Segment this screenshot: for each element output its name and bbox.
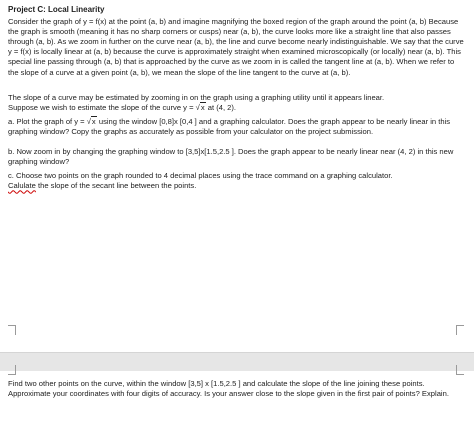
page-break-gap [0, 352, 474, 372]
estimate-line-1: The slope of a curve may be estimated by zooming in on the graph using a graphing utility until it appears linear. [8, 92, 385, 102]
sqrt-expression [196, 103, 206, 113]
radicand: x [200, 102, 205, 112]
part-c-line-2: the slope of the secant line between the points. [38, 181, 197, 191]
part-c-paragraph [8, 171, 466, 191]
part-a-end: using the window [0,8]x [0,4 ] and a graphing calculator. Does the graph appear to be nearly linear in this graphing window? Copy the graphs as accurately as possible from your calculator on the project submission. [8, 116, 451, 136]
page-margin-marker-top-left [8, 325, 16, 335]
document-page-2 [0, 371, 474, 430]
page-2-paragraph: Find two other points on the curve, within the window [3,5] x [1.5,2.5 ] and calculate the slope of the line joining these points. Approximate your coordinates with four digits of accuracy. Is your answer close to the slope given in the first pair of points? Explain. [8, 379, 449, 399]
page-margin-marker-bottom-right [456, 365, 464, 375]
spellcheck-flagged-word[interactable]: Calulate [8, 181, 36, 191]
intro-paragraph: Consider the graph of y = f(x) at the point (a, b) and imagine magnifying the boxed region of the graph around the point (a, b) Because the graph is smooth (meaning it has no sharp corners or cusps) near (a, b), the curve looks more like a straight line that also passes through (a, b). As we zoom in further on the curve near (a, b), the line and curve become nearly indistinguishable. We say that the curve y = f(x) is locally linear at (a, b) because the curve is approximately straight when examined microscopically (or locally) near (a, b). This special line passing through (a, b) that is approached by the curve as we zoom in is called the tangent line at (a, b). When we refer to the slope of a curve at a given point (a, b), we mean the slope of the line tangent to the curve at (a, b). [8, 17, 464, 77]
estimate-line-2-end: at (4, 2). [207, 102, 237, 112]
radical-sign: √ [195, 102, 200, 112]
part-b-paragraph: b. Now zoom in by changing the graphing window to [3,5]x[1.5,2.5 ]. Does the graph appear to be nearly linear near (4, 2) in this new graphing window? [8, 147, 454, 167]
part-a-paragraph [8, 117, 466, 137]
page-margin-marker-bottom-left [8, 365, 16, 375]
radicand: x [91, 116, 96, 126]
estimate-paragraph [8, 93, 466, 113]
sqrt-expression [87, 117, 97, 127]
page-1-content [8, 5, 466, 191]
radical-sign: √ [86, 116, 91, 126]
page-2-content [8, 379, 466, 399]
estimate-line-2-start: Suppose we wish to estimate the slope of the curve y = [8, 102, 194, 112]
section-title: Project C: Local Linearity [8, 5, 105, 14]
part-a-start: a. Plot the graph of y = [8, 116, 85, 126]
part-c-line-1: c. Choose two points on the graph rounded to 4 decimal places using the trace command on a graphing calculator. [8, 171, 393, 181]
page-margin-marker-top-right [456, 325, 464, 335]
